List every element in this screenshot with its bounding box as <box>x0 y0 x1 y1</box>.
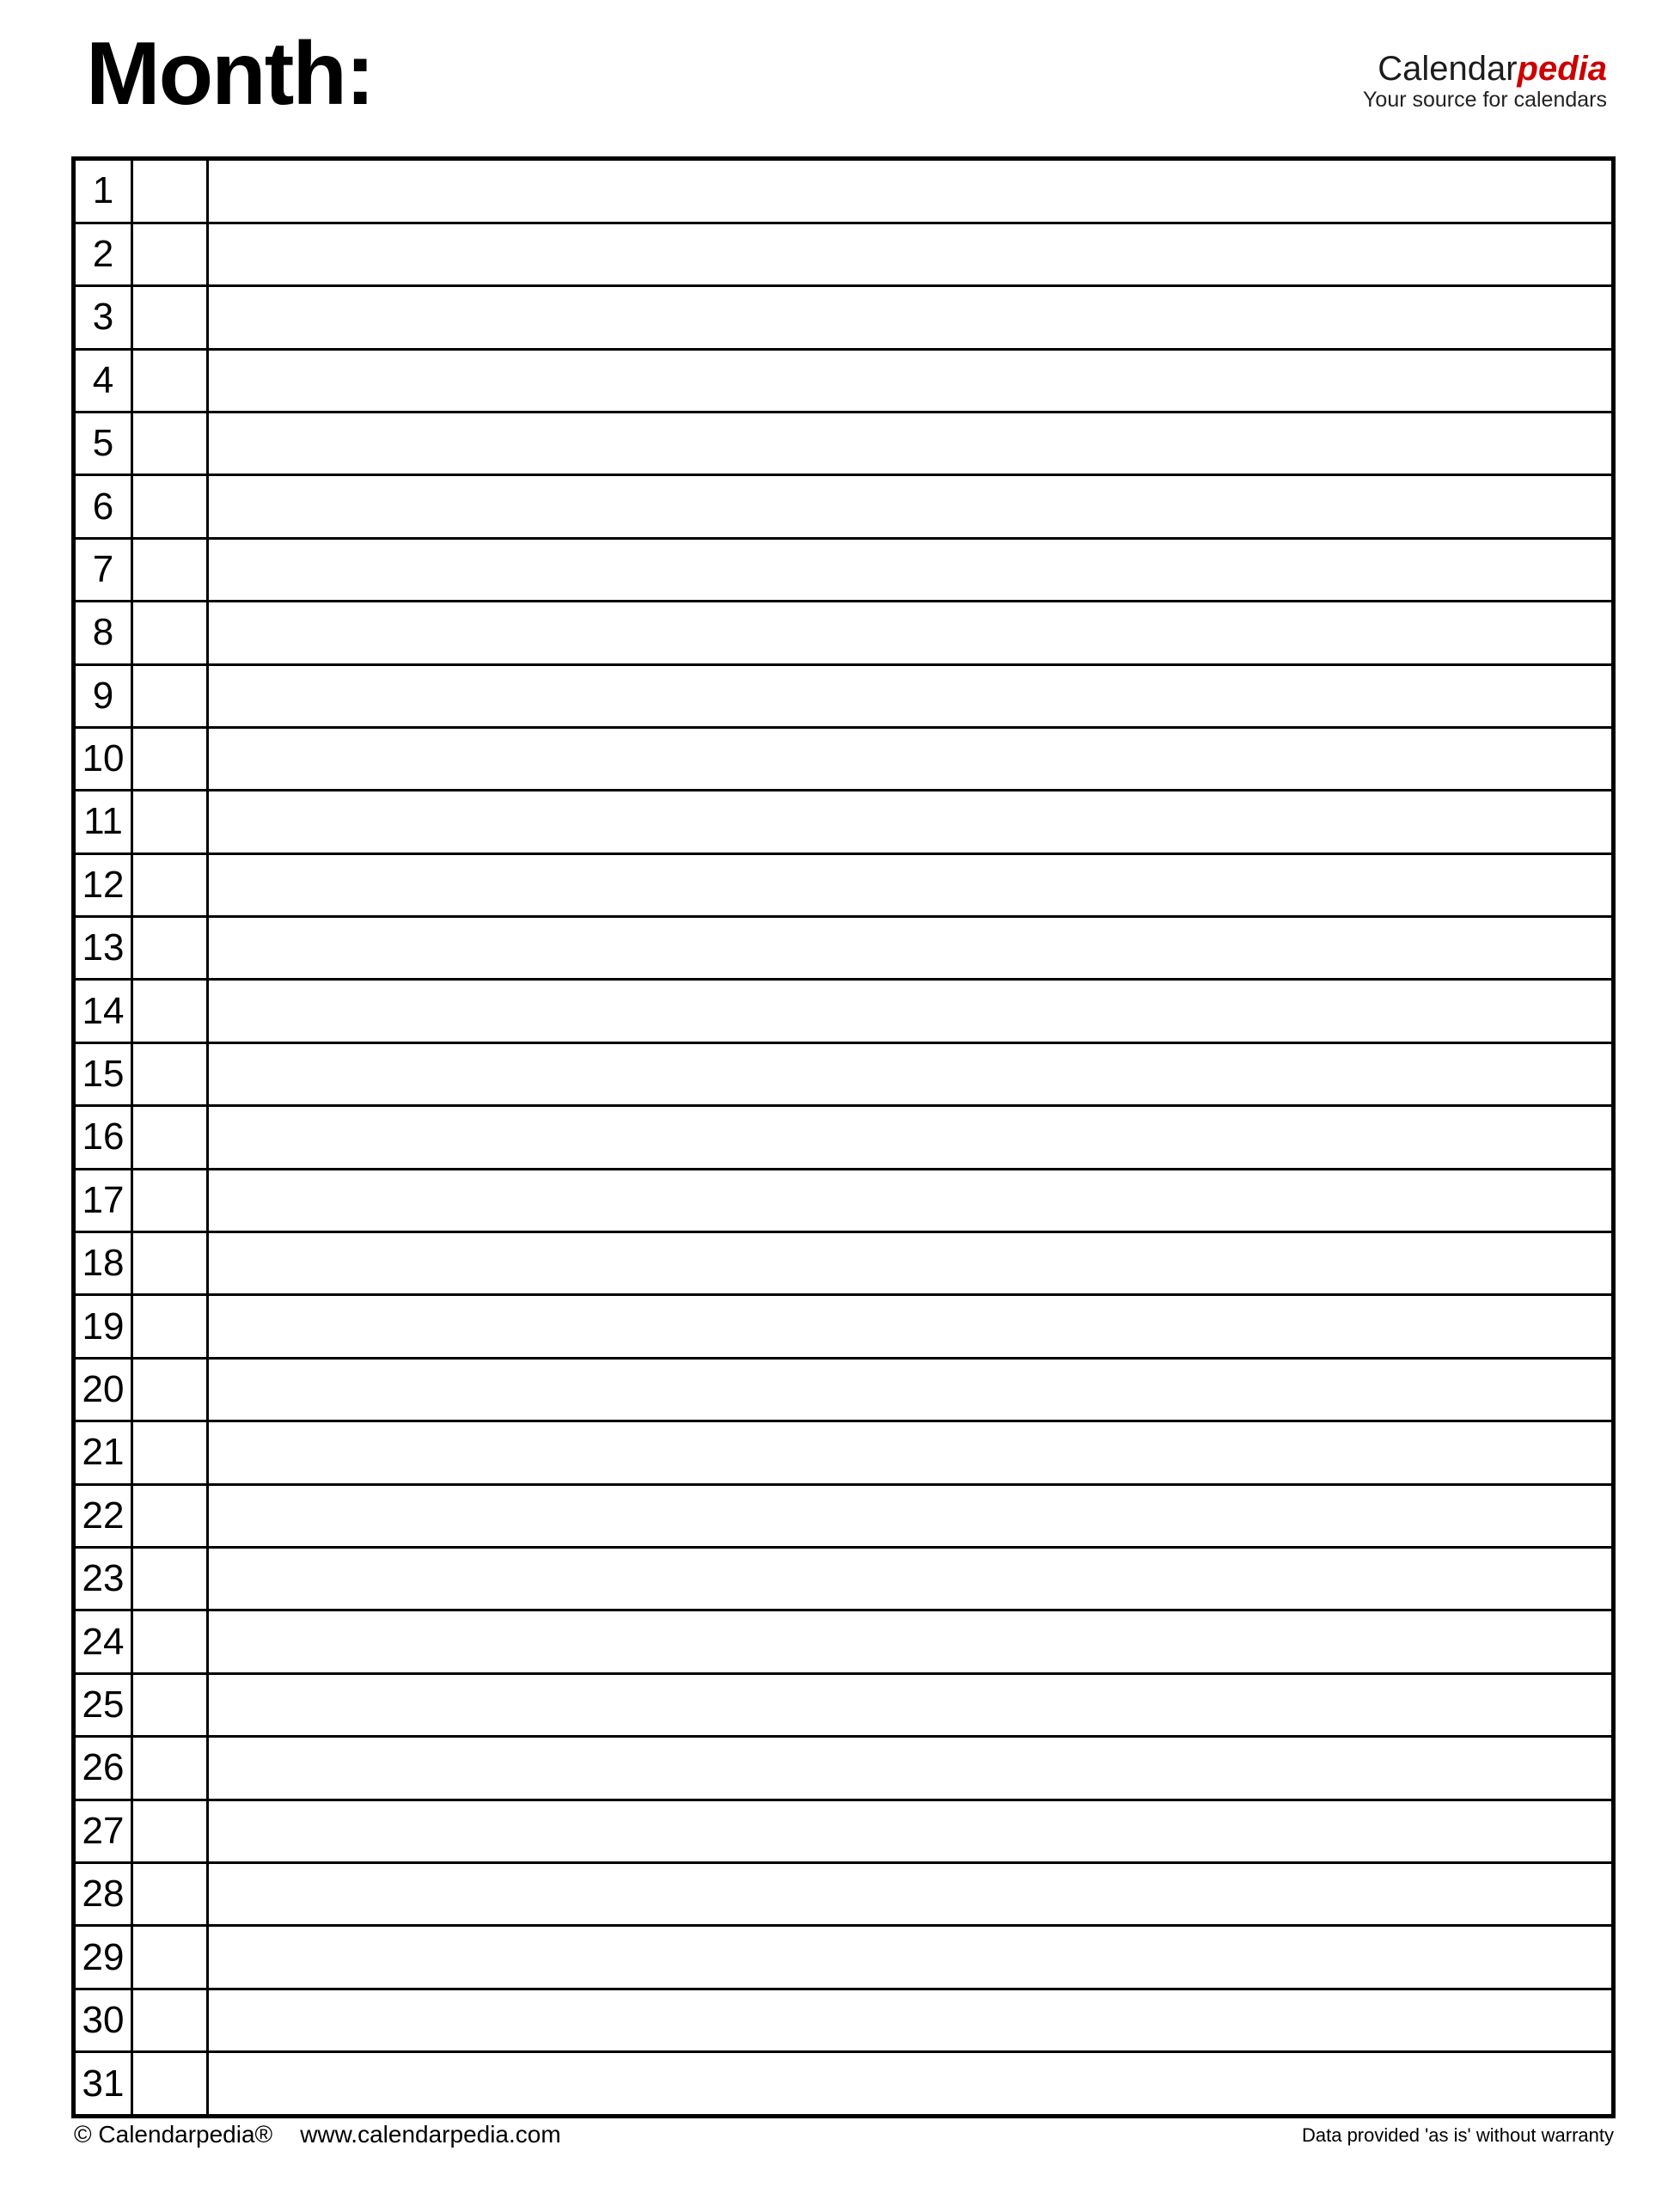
weekday-blank-cell <box>132 1358 208 1421</box>
entry-blank-cell <box>208 1042 1614 1105</box>
day-number-cell: 16 <box>74 1106 132 1169</box>
weekday-blank-cell <box>132 2052 208 2117</box>
entry-blank-cell <box>208 159 1614 223</box>
day-number-cell: 28 <box>74 1862 132 1925</box>
calendar-row <box>74 1610 1614 1673</box>
weekday-blank-cell <box>132 1232 208 1295</box>
day-number-cell: 14 <box>74 980 132 1042</box>
day-number-cell: 18 <box>74 1232 132 1295</box>
weekday-blank-cell <box>132 664 208 727</box>
calendar-row <box>74 2052 1614 2117</box>
calendar-row <box>74 980 1614 1042</box>
weekday-blank-cell <box>132 1169 208 1231</box>
weekday-blank-cell <box>132 917 208 980</box>
calendar-row <box>74 791 1614 853</box>
entry-blank-cell <box>208 2052 1614 2117</box>
calendar-table-container <box>71 156 1616 2118</box>
entry-blank-cell <box>208 286 1614 349</box>
weekday-blank-cell <box>132 980 208 1042</box>
day-number-cell: 3 <box>74 286 132 349</box>
calendar-row <box>74 1800 1614 1862</box>
day-number-cell: 24 <box>74 1610 132 1673</box>
weekday-blank-cell <box>132 1862 208 1925</box>
weekday-blank-cell <box>132 286 208 349</box>
entry-blank-cell <box>208 1926 1614 1989</box>
calendar-table-body <box>74 159 1614 2117</box>
calendar-row <box>74 917 1614 980</box>
entry-blank-cell <box>208 1484 1614 1547</box>
calendar-row <box>74 286 1614 349</box>
day-number-cell: 25 <box>74 1673 132 1736</box>
calendar-row <box>74 349 1614 412</box>
entry-blank-cell <box>208 1800 1614 1862</box>
weekday-blank-cell <box>132 538 208 601</box>
calendar-row <box>74 1862 1614 1925</box>
footer-disclaimer: Data provided 'as is' without warranty <box>1301 2124 1614 2146</box>
calendar-row <box>74 1926 1614 1989</box>
entry-blank-cell <box>208 1547 1614 1610</box>
entry-blank-cell <box>208 1421 1614 1484</box>
calendar-row <box>74 727 1614 790</box>
entry-blank-cell <box>208 917 1614 980</box>
day-number-cell: 31 <box>74 2052 132 2117</box>
day-number-cell: 6 <box>74 475 132 538</box>
logo-brand-red: pedia <box>1517 50 1607 88</box>
weekday-blank-cell <box>132 1106 208 1169</box>
calendar-row <box>74 1169 1614 1231</box>
entry-blank-cell <box>208 1232 1614 1295</box>
weekday-blank-cell <box>132 1295 208 1358</box>
calendar-row <box>74 853 1614 916</box>
calendar-row <box>74 1484 1614 1547</box>
calendar-table <box>71 156 1616 2118</box>
weekday-blank-cell <box>132 475 208 538</box>
calendar-row <box>74 1737 1614 1800</box>
weekday-blank-cell <box>132 1042 208 1105</box>
weekday-blank-cell <box>132 1989 208 2051</box>
calendar-row <box>74 664 1614 727</box>
calendar-row <box>74 159 1614 223</box>
calendar-row <box>74 1042 1614 1105</box>
entry-blank-cell <box>208 664 1614 727</box>
entry-blank-cell <box>208 1989 1614 2051</box>
day-number-cell: 30 <box>74 1989 132 2051</box>
calendar-row <box>74 1106 1614 1169</box>
entry-blank-cell <box>208 791 1614 853</box>
entry-blank-cell <box>208 727 1614 790</box>
weekday-blank-cell <box>132 1547 208 1610</box>
day-number-cell: 7 <box>74 538 132 601</box>
logo-tagline: Your source for calendars <box>1363 88 1607 112</box>
weekday-blank-cell <box>132 1800 208 1862</box>
day-number-cell: 22 <box>74 1484 132 1547</box>
weekday-blank-cell <box>132 853 208 916</box>
day-number-cell: 1 <box>74 159 132 223</box>
logo-wordmark <box>1363 52 1607 86</box>
calendar-row <box>74 538 1614 601</box>
day-number-cell: 29 <box>74 1926 132 1989</box>
weekday-blank-cell <box>132 727 208 790</box>
weekday-blank-cell <box>132 1926 208 1989</box>
weekday-blank-cell <box>132 602 208 664</box>
entry-blank-cell <box>208 1862 1614 1925</box>
entry-blank-cell <box>208 602 1614 664</box>
day-number-cell: 20 <box>74 1358 132 1421</box>
day-number-cell: 12 <box>74 853 132 916</box>
calendarpedia-logo <box>1363 52 1607 111</box>
day-number-cell: 23 <box>74 1547 132 1610</box>
entry-blank-cell <box>208 538 1614 601</box>
weekday-blank-cell <box>132 159 208 223</box>
entry-blank-cell <box>208 223 1614 285</box>
calendar-row <box>74 602 1614 664</box>
calendar-row <box>74 1358 1614 1421</box>
entry-blank-cell <box>208 349 1614 412</box>
calendar-row <box>74 1295 1614 1358</box>
weekday-blank-cell <box>132 1421 208 1484</box>
entry-blank-cell <box>208 1673 1614 1736</box>
calendar-row <box>74 1989 1614 2051</box>
day-number-cell: 21 <box>74 1421 132 1484</box>
day-number-cell: 11 <box>74 791 132 853</box>
calendar-row <box>74 475 1614 538</box>
entry-blank-cell <box>208 1169 1614 1231</box>
calendar-row <box>74 1673 1614 1736</box>
day-number-cell: 17 <box>74 1169 132 1231</box>
page-title: Month: <box>86 24 374 124</box>
calendar-row <box>74 1232 1614 1295</box>
day-number-cell: 5 <box>74 412 132 474</box>
logo-brand-black: Calendar <box>1378 50 1518 88</box>
day-number-cell: 8 <box>74 602 132 664</box>
day-number-cell: 26 <box>74 1737 132 1800</box>
footer-left <box>74 2121 561 2148</box>
weekday-blank-cell <box>132 1737 208 1800</box>
entry-blank-cell <box>208 853 1614 916</box>
entry-blank-cell <box>208 1106 1614 1169</box>
footer-copyright: © Calendarpedia® <box>74 2121 273 2148</box>
weekday-blank-cell <box>132 1610 208 1673</box>
weekday-blank-cell <box>132 223 208 285</box>
day-number-cell: 13 <box>74 917 132 980</box>
weekday-blank-cell <box>132 1484 208 1547</box>
entry-blank-cell <box>208 1737 1614 1800</box>
entry-blank-cell <box>208 1295 1614 1358</box>
day-number-cell: 15 <box>74 1042 132 1105</box>
entry-blank-cell <box>208 1610 1614 1673</box>
day-number-cell: 19 <box>74 1295 132 1358</box>
weekday-blank-cell <box>132 412 208 474</box>
calendar-row <box>74 1547 1614 1610</box>
footer-url-link[interactable]: www.calendarpedia.com <box>300 2121 561 2148</box>
day-number-cell: 9 <box>74 664 132 727</box>
entry-blank-cell <box>208 1358 1614 1421</box>
calendar-row <box>74 1421 1614 1484</box>
day-number-cell: 10 <box>74 727 132 790</box>
weekday-blank-cell <box>132 791 208 853</box>
day-number-cell: 27 <box>74 1800 132 1862</box>
day-number-cell: 4 <box>74 349 132 412</box>
calendar-row <box>74 412 1614 474</box>
entry-blank-cell <box>208 980 1614 1042</box>
day-number-cell: 2 <box>74 223 132 285</box>
entry-blank-cell <box>208 412 1614 474</box>
weekday-blank-cell <box>132 349 208 412</box>
weekday-blank-cell <box>132 1673 208 1736</box>
calendar-row <box>74 223 1614 285</box>
entry-blank-cell <box>208 475 1614 538</box>
